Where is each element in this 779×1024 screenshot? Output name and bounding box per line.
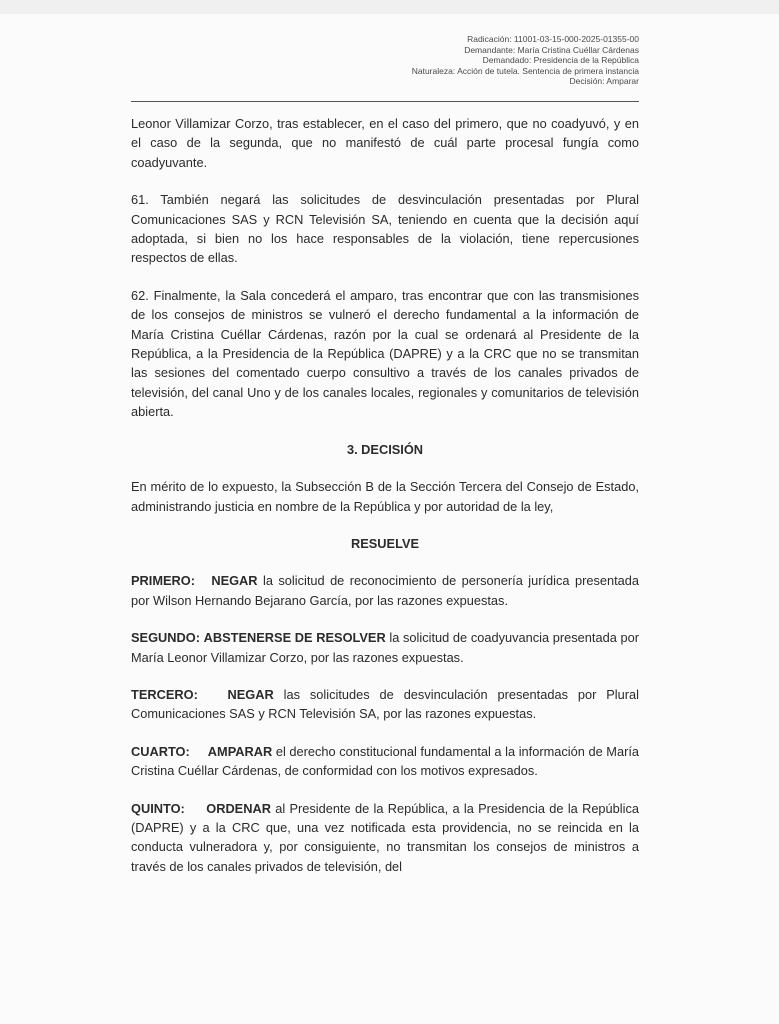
resuelve-heading: RESUELVE bbox=[350, 535, 420, 551]
order-text: la solicitud de reconocimiento de personería jurídica presentada por Wilson Hernando Bejarano García, por las razones expuestas. bbox=[131, 573, 639, 608]
section-heading-decision: 3. DECISIÓN bbox=[346, 441, 424, 457]
order-primero bbox=[131, 571, 639, 610]
paragraph-61: 61. También negará las solicitudes de desvinculación presentadas por Plural Comunicaciones SAS y RCN Televisión SA, teniendo en cuenta que la decisión aquí adoptada, si bien no los hace responsables de la violación, tiene repercusiones respectos de ellas. bbox=[131, 192, 639, 266]
order-text: el derecho constitucional fundamental a la información de María Cristina Cuéllar Cárdenas, de conformidad con los motivos expresados. bbox=[131, 743, 640, 779]
order-verb: NEGAR bbox=[211, 573, 258, 589]
header-decision: Decisión: Amparar bbox=[569, 76, 639, 86]
top-band bbox=[0, 0, 779, 14]
order-tercero bbox=[131, 685, 639, 724]
order-verb: AMPARAR bbox=[207, 743, 273, 759]
order-text: las solicitudes de desvinculación presentadas por Plural Comunicaciones SAS y RCN Televisión SA, por las razones expuestas. bbox=[131, 686, 639, 722]
order-cuarto bbox=[131, 742, 639, 781]
header-radicacion: Radicación: 11001-03-15-000-2025-01355-00 bbox=[467, 34, 639, 44]
order-verb: NEGAR bbox=[227, 686, 274, 702]
header-rule bbox=[131, 101, 639, 102]
document-body bbox=[131, 114, 639, 894]
case-header bbox=[412, 34, 639, 87]
order-verb: ORDENAR bbox=[206, 800, 271, 816]
order-verb: ABSTENERSE DE RESOLVER bbox=[203, 630, 386, 646]
header-demandado: Demandado: Presidencia de la República bbox=[482, 55, 639, 65]
order-segundo bbox=[131, 628, 639, 667]
header-demandante: Demandante: María Cristina Cuéllar Cárdenas bbox=[464, 44, 639, 55]
order-label: SEGUNDO: bbox=[131, 630, 200, 646]
order-text: al Presidente de la República, a la Presidencia de la República (DAPRE) y a la CRC que, una vez notificada esta providencia, no se reincida en la conducta vulneradora y, por consiguiente, no transmitan los consejos de ministros a través de los canales privados de televisión, del bbox=[131, 800, 639, 874]
order-text: la solicitud de coadyuvancia presentada por María Leonor Villamizar Corzo, por las razones expuestas. bbox=[131, 630, 639, 665]
order-label: CUARTO: bbox=[131, 743, 190, 759]
order-label: QUINTO: bbox=[131, 800, 185, 816]
order-label: PRIMERO: bbox=[131, 573, 195, 589]
header-naturaleza: Naturaleza: Acción de tutela. Sentencia de primera instancia bbox=[411, 65, 639, 76]
order-quinto bbox=[131, 799, 639, 877]
order-label: TERCERO: bbox=[131, 686, 198, 702]
paragraph-continuation: Leonor Villamizar Corzo, tras establecer, en el caso del primero, que no coadyuvó, y en el caso de la segunda, que no manifestó de cuál parte procesal fungía como coadyuvante. bbox=[131, 116, 639, 170]
paragraph-62: 62. Finalmente, la Sala concederá el amparo, tras encontrar que con las transmisiones de los consejos de ministros se vulneró el derecho fundamental a la información de María Cristina Cuéllar Cárdenas, razón por la cual se ordenará al Presidente de la República, a la Presidencia de la República (DAPRE) y a la CRC que no se transmitan las sesiones del comentado cuerpo consultivo a través de los canales privados de televisión, del canal Uno y de los canales locales, regionales y comunitarios de televisión abierta. bbox=[131, 287, 639, 420]
paragraph-merito: En mérito de lo expuesto, la Subsección B de la Sección Tercera del Consejo de Estado, administrando justicia en nombre de la República y por autoridad de la ley, bbox=[131, 479, 639, 514]
